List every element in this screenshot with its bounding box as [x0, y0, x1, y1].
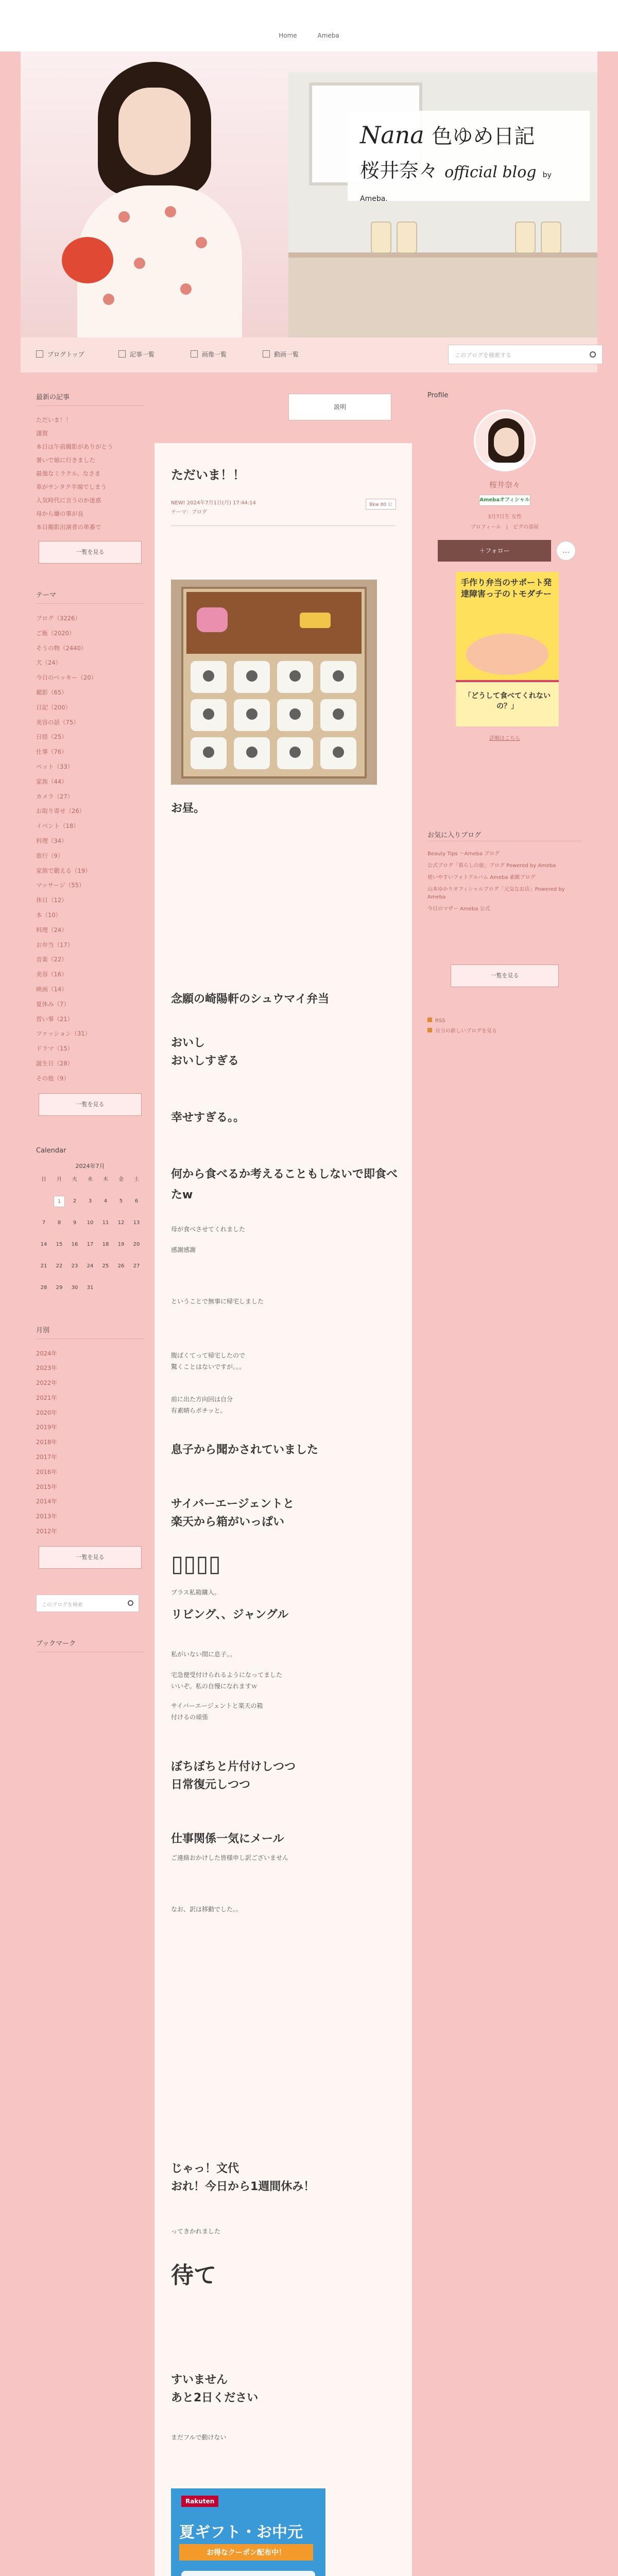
entry-text: あと2日ください: [171, 2392, 259, 2404]
theme-item[interactable]: 料理（24）: [36, 926, 67, 934]
theme-item[interactable]: 美容の話（75）: [36, 718, 79, 726]
calendar-day: 6: [134, 1198, 139, 1204]
left-sidebar: [36, 392, 144, 1659]
theme-item[interactable]: 日経（25）: [36, 733, 67, 741]
book-cover[interactable]: [456, 572, 559, 726]
entry-text: 念願の崎陽軒のシュウマイ弁当: [171, 993, 330, 1006]
recent-item[interactable]: 本日は午前撮影がありがとう: [36, 443, 113, 450]
calendar-day: 29: [56, 1284, 63, 1291]
calendar-day: 23: [71, 1263, 78, 1269]
calendar-day: 12: [117, 1219, 125, 1226]
favorite-blog-item[interactable]: 今日のマザー Ameba 公式: [427, 906, 490, 912]
nav-label: 画像一覧: [202, 351, 227, 358]
header-jar: [371, 222, 391, 253]
blog-icon: [427, 1028, 432, 1032]
theme-item[interactable]: ご飯（2020）: [36, 629, 75, 637]
calendar-day: 3: [88, 1198, 92, 1204]
entry-text: おいし: [171, 1037, 205, 1049]
nav-label: 記事一覧: [130, 351, 155, 358]
month-more-button[interactable]: 一覧を見る: [39, 1546, 142, 1569]
calendar-day: 19: [117, 1241, 125, 1247]
left-search-input[interactable]: [36, 1595, 139, 1612]
theme-item[interactable]: お弁当（17）: [36, 941, 74, 948]
video-icon: [263, 350, 270, 358]
theme-list: [36, 611, 144, 1086]
entry-text: まだフルで動けない: [171, 2434, 227, 2441]
recent-item[interactable]: 車がサンタク半端でしまう: [36, 483, 107, 490]
month-item[interactable]: 2016年: [36, 1468, 57, 1476]
calendar-day: 2: [73, 1198, 77, 1204]
entry-text: 感謝感謝: [171, 1246, 196, 1253]
blog-navbar: [21, 337, 597, 372]
entry-meta: [171, 499, 256, 517]
rss-links: [427, 1016, 497, 1037]
document-icon: [118, 350, 126, 358]
rss-link[interactable]: [427, 1016, 497, 1026]
header-jar: [515, 222, 536, 253]
calendar-weekday: 水: [88, 1176, 93, 1182]
calendar-day: 27: [133, 1263, 140, 1269]
entry-text: すいません: [171, 2374, 228, 2386]
rss-icon: [427, 1018, 432, 1022]
entry-text: なお、訳は移動でした。。: [171, 1906, 243, 1913]
nav-label: 動画一覧: [274, 351, 299, 358]
entry-text: プラス私箱購入。: [171, 1589, 220, 1596]
ad-food-image: [181, 2571, 315, 2576]
theme-item[interactable]: ブログ（3226）: [36, 615, 81, 622]
entry-text: 何から食べるか考えることもしないで即食べたw: [171, 1168, 398, 1201]
ad-headline: 夏ギフト・お中元: [179, 2523, 303, 2541]
entry-text: 息子から聞かされていました: [171, 1444, 319, 1456]
main-tab-button[interactable]: 説明: [288, 394, 391, 420]
entry-text: ということで無事に帰宅しました: [171, 1298, 264, 1305]
profile-title: Profile: [427, 392, 449, 399]
entry-text: おいしすぎる: [171, 1055, 239, 1067]
global-nav-home[interactable]: Home: [279, 32, 297, 39]
image-icon: [191, 350, 198, 358]
theme-item[interactable]: その他（9）: [36, 1074, 70, 1082]
month-item[interactable]: 2018年: [36, 1438, 57, 1446]
month-item[interactable]: 2019年: [36, 1423, 57, 1431]
theme-item[interactable]: 料理（34）: [36, 837, 67, 844]
calendar-weekday: 木: [103, 1176, 108, 1182]
rakuten-logo: Rakuten: [181, 2496, 218, 2507]
blog-search-input[interactable]: [448, 345, 603, 364]
entry-text: お昼。: [171, 802, 205, 815]
favorite-blogs-list: [427, 850, 582, 917]
subtitle-jp: 桜井奈々: [360, 159, 439, 182]
recent-item[interactable]: 本日撮影出演者の単番で: [36, 523, 101, 531]
month-item[interactable]: 2015年: [36, 1483, 57, 1490]
header-bg-shelf: [288, 258, 597, 337]
recent-list: [36, 413, 144, 534]
bookmark-title: ブックマーク: [36, 1639, 76, 1648]
calendar-day: 7: [42, 1219, 46, 1226]
recent-item[interactable]: 人気時代に言うのか迷惑: [36, 497, 101, 504]
theme-title: テーマ: [36, 591, 57, 599]
calendar-day: 30: [71, 1284, 78, 1291]
calendar-weekday: 月: [57, 1176, 62, 1182]
theme-item[interactable]: カメラ（27）: [36, 792, 74, 800]
month-item[interactable]: 2022年: [36, 1379, 57, 1387]
article: [154, 443, 412, 2576]
month-item[interactable]: 2013年: [36, 1513, 57, 1520]
ad-sub: お得なクーポン配布中！: [179, 2544, 313, 2561]
book-title: 手作り弁当のサポート発達障害っ子のトモダチー: [461, 578, 552, 599]
calendar-day: 8: [57, 1219, 61, 1226]
calendar-day: 20: [133, 1241, 140, 1247]
calendar-day: 11: [102, 1219, 109, 1226]
book-quote: 「どうして食べてくれないの？」: [464, 692, 551, 710]
avatar[interactable]: [474, 410, 536, 471]
calendar-day: 9: [73, 1219, 77, 1226]
entry-title[interactable]: ただいま！！: [171, 468, 245, 482]
search-placeholder: このブログを検索する: [455, 352, 511, 359]
calendar-weekday: 日: [41, 1176, 46, 1182]
calendar-day: 25: [102, 1263, 109, 1269]
recent-item[interactable]: 謹賀: [36, 430, 48, 437]
calendar-day: 16: [71, 1241, 78, 1247]
search-icon[interactable]: [590, 351, 596, 358]
calendar-day: 10: [87, 1219, 94, 1226]
theme-item[interactable]: 習い事（21）: [36, 1015, 74, 1023]
rakuten-gift-banner[interactable]: [171, 2488, 325, 2576]
nav-blog-top[interactable]: [36, 350, 84, 359]
favorite-blog-item[interactable]: 使いやすいフォトアルバム Ameba 素敵ブログ: [427, 875, 536, 880]
calendar-day: 31: [87, 1284, 94, 1291]
calendar-title: Calendar: [36, 1146, 66, 1155]
calendar-day: 14: [40, 1241, 47, 1247]
month-item[interactable]: 2021年: [36, 1394, 57, 1401]
recent-title: 最新の記事: [36, 394, 70, 401]
header-jar: [397, 222, 417, 253]
search-placeholder: このブログを検索: [42, 1602, 83, 1608]
favorite-blogs-title: お気に入りブログ: [427, 832, 482, 839]
entry-text: 腹ばくてって帰宅したので: [171, 1352, 246, 1359]
calendar-weekday: 金: [118, 1176, 124, 1182]
calendar-day: 18: [102, 1241, 109, 1247]
recent-item[interactable]: 最強なミラクル、なさま: [36, 470, 101, 477]
month-item[interactable]: 2017年: [36, 1453, 57, 1461]
theme-item[interactable]: 撮影（65）: [36, 688, 67, 696]
nav-label: ブログトップ: [47, 351, 84, 358]
profile-birthday: 3月7日生 女性: [488, 514, 522, 520]
theme-item[interactable]: お取り寄せ（26）: [36, 807, 85, 815]
title-en: Nana: [360, 121, 424, 149]
calendar-day: 5: [119, 1198, 123, 1204]
entry-text: リビング、、ジャングル: [171, 1608, 289, 1621]
theme-item[interactable]: 家族（44）: [36, 777, 67, 785]
entry-text: 仕事関係一気にメール: [171, 1833, 284, 1845]
calendar-day: 4: [104, 1198, 108, 1204]
theme-item[interactable]: 本（10）: [36, 911, 62, 919]
search-icon[interactable]: [128, 1600, 133, 1606]
entry-text: 母が食べさせてくれました: [171, 1226, 246, 1233]
entry-text: ぼちぼちと片付けしつつ: [171, 1760, 296, 1773]
subtitle-en: official blog: [444, 163, 537, 181]
favorite-blog-item[interactable]: 公式ブログ「暮らしの旅」ブログ Powered by Ameba: [427, 863, 556, 869]
follow-label: フォロー: [485, 547, 510, 554]
entry-date: NEW! 2024年7月1日(月) 17:44:14: [171, 500, 256, 506]
profile-links[interactable]: プロフィール | ピグの部屋: [470, 524, 539, 530]
profile-name[interactable]: 桜井奈々: [489, 480, 520, 489]
theme-item[interactable]: 旅行（9）: [36, 852, 64, 859]
new-blog-label: 自分の新しいブログを見る: [435, 1028, 497, 1034]
theme-item[interactable]: ペット（33）: [36, 762, 74, 770]
calendar-day: [38, 1196, 49, 1207]
right-sidebar: [427, 392, 582, 1034]
entry-text: 有素晴らポチッと。: [171, 1407, 227, 1414]
entry-text: 楽天から箱がいっぱい: [171, 1516, 285, 1529]
theme-item[interactable]: ドラマ（15）: [36, 1045, 74, 1053]
grid-icon: [36, 350, 43, 358]
nav-entry-list[interactable]: [118, 350, 154, 359]
calendar-day: 17: [87, 1241, 94, 1247]
month-item[interactable]: 2023年: [36, 1364, 57, 1372]
entry-text: サイバーエージェントと: [171, 1498, 295, 1511]
calendar-day: 13: [133, 1219, 140, 1226]
entry-text: 宅急便受付けられるようになってました: [171, 1671, 283, 1679]
calendar-day: 21: [40, 1263, 47, 1269]
theme-item[interactable]: 休日（12）: [36, 896, 67, 904]
month-list: [36, 1346, 144, 1539]
entry-text: いいぞ。私の自慢になれますｗ: [171, 1683, 258, 1690]
calendar-day: [100, 1282, 111, 1294]
recent-item[interactable]: 暑いで娘に行きました: [36, 456, 95, 464]
theme-item[interactable]: 美容（16）: [36, 971, 67, 978]
plus-icon: ＋: [479, 547, 486, 554]
rss-label: RSS: [435, 1018, 445, 1024]
calendar-weekday: 火: [72, 1176, 77, 1182]
nav-video-list[interactable]: [263, 350, 299, 359]
theme-item[interactable]: 仕事（76）: [36, 748, 67, 756]
calendar-month: 2024年7月: [75, 1162, 105, 1170]
nav-image-list[interactable]: [191, 350, 227, 359]
subtitle-by: by Ameba.: [360, 171, 552, 203]
blog-header[interactable]: [21, 52, 597, 337]
month-item[interactable]: 2012年: [36, 1528, 57, 1535]
recent-item[interactable]: ただいま！！: [36, 416, 72, 423]
entry-text: 前に出た方向回は自分: [171, 1396, 233, 1403]
entry-text: じゃっ！文代: [171, 2162, 239, 2175]
entry-text: 日常復元しつつ: [171, 1778, 251, 1791]
entry-text: 待て: [171, 2262, 216, 2289]
calendar-day: 22: [56, 1263, 63, 1269]
bento-photo[interactable]: [171, 580, 377, 785]
theme-item[interactable]: ファッション（31）: [36, 1030, 91, 1038]
theme-item[interactable]: 映画（14）: [36, 985, 67, 993]
theme-item[interactable]: 音楽（22）: [36, 956, 67, 963]
calendar-day: 15: [56, 1241, 63, 1247]
entry-text: 幸せすぎる。。: [171, 1111, 245, 1124]
month-item[interactable]: 2014年: [36, 1498, 57, 1505]
header-portrait: [41, 52, 278, 337]
favorite-blog-item[interactable]: 山本ゆかりオフィシャルブログ「元気なお店」Powered by Ameba: [427, 887, 565, 900]
tomato: [62, 237, 113, 283]
entry-text: ご連絡おかけした皆様申し訳ございません: [171, 1854, 289, 1861]
theme-item[interactable]: 夏休み（7）: [36, 1000, 70, 1008]
recent-item[interactable]: 母から嫌の事が良: [36, 510, 83, 517]
month-title: 月別: [36, 1326, 50, 1334]
theme-item[interactable]: 犬（24）: [36, 659, 62, 667]
theme-item[interactable]: イベント（18）: [36, 822, 79, 830]
global-nav: [0, 32, 618, 39]
theme-item[interactable]: そうの物（2440）: [36, 644, 87, 652]
calendar-day: 26: [117, 1263, 125, 1269]
entry-text: 付けるの頑張: [171, 1714, 209, 1721]
calendar-weekday: 土: [134, 1176, 139, 1182]
calendar-day: 24: [87, 1263, 94, 1269]
blog-title: [348, 111, 590, 201]
calendar-day: 28: [40, 1284, 47, 1291]
recent-more-button[interactable]: 一覧を見る: [39, 541, 142, 564]
entry-text: おれ！今日から1週間休み！: [171, 2180, 315, 2193]
entry-text-box-emoji: ▯▯▯▯: [171, 1551, 221, 1577]
month-item[interactable]: 2024年: [36, 1349, 57, 1357]
book-detail-link[interactable]: 詳細はこちら: [489, 736, 520, 741]
theme-item[interactable]: 誕生日（28）: [36, 1059, 74, 1067]
favorites-more-button[interactable]: 一覧を見る: [451, 964, 559, 987]
calendar-day[interactable]: 1: [54, 1196, 65, 1207]
global-nav-ameba[interactable]: Ameba: [317, 32, 339, 39]
header-jar: [541, 222, 561, 253]
entry-text: サイバーエージェントと楽天の箱: [171, 1702, 263, 1709]
calendar-grid: [36, 1174, 144, 1294]
calendar-day: [115, 1282, 127, 1294]
entry-text: ってきかれました: [171, 2228, 221, 2235]
calendar: [36, 1162, 144, 1294]
favorite-blog-item[interactable]: Beauty Tips ～Ameba ブログ: [427, 851, 500, 857]
more-options-button[interactable]: …: [556, 541, 576, 561]
title-jp: 色ゆめ日記: [432, 125, 535, 148]
top-bar: [0, 0, 618, 52]
official-badge: Amebaオフィシャル: [479, 495, 530, 506]
theme-item[interactable]: 日記（200）: [36, 703, 71, 711]
theme-more-button[interactable]: 一覧を見る: [39, 1093, 142, 1116]
month-item[interactable]: 2020年: [36, 1409, 57, 1416]
entry-text: 私がいない間に息子。。: [171, 1651, 236, 1658]
entry-text: 驚くことはないですが。。。: [171, 1363, 246, 1370]
entry-reblog-tag[interactable]: Bkw 80 公: [366, 499, 396, 510]
theme-item[interactable]: 家族で鍛える（19）: [36, 867, 91, 874]
follow-button[interactable]: [438, 540, 551, 562]
new-blog-link[interactable]: [427, 1026, 497, 1037]
theme-item[interactable]: マッサージ（55）: [36, 882, 85, 889]
theme-item[interactable]: 今日のベッキー（20）: [36, 674, 97, 682]
entry-theme[interactable]: テーマ：ブログ: [171, 510, 207, 515]
